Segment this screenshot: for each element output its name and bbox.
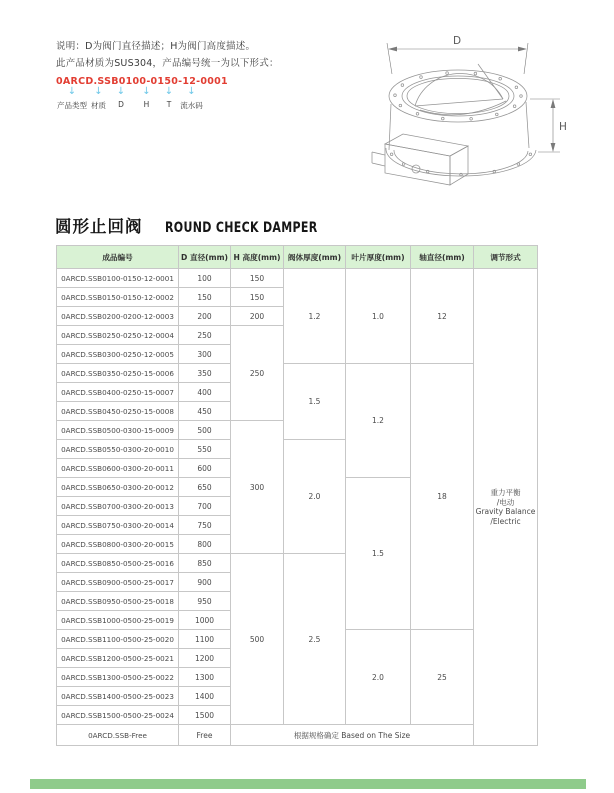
d-value-cell: 300 [179,345,231,364]
product-code-cell: 0ARCD.SSB0150-0150-12-0002 [57,288,179,307]
product-code-cell: 0ARCD.SSB-Free [57,725,179,746]
code-part-label-d: D [118,100,124,109]
product-code-cell: 0ARCD.SSB0350-0250-15-0006 [57,364,179,383]
d-value-cell: 1100 [179,630,231,649]
product-code-cell: 0ARCD.SSB1200-0500-25-0021 [57,649,179,668]
d-value-cell: 1000 [179,611,231,630]
header-cell-3: 阀体厚度(mm) [284,246,346,269]
table-row [57,364,538,383]
product-code-cell: 0ARCD.SSB0200-0200-12-0003 [57,307,179,326]
d-value-cell: 350 [179,364,231,383]
d-value-cell: 250 [179,326,231,345]
shaft-diameter-cell: 25 [411,630,474,725]
arrow-down-icon: ↓ [164,86,174,97]
product-code-cell: 0ARCD.SSB1400-0500-25-0023 [57,687,179,706]
product-code-cell: 0ARCD.SSB0450-0250-15-0008 [57,402,179,421]
body-thickness-cell: 1.5 [284,364,346,440]
blade-thickness-cell: 1.5 [346,478,411,630]
product-code-cell: 0ARCD.SSB0400-0250-15-0007 [57,383,179,402]
product-code-cell: 0ARCD.SSB0300-0250-12-0005 [57,345,179,364]
damper-technical-drawing [360,22,600,212]
d-value-cell: 450 [179,402,231,421]
body-side-left [389,104,391,150]
product-code-cell: 0ARCD.SSB0600-0300-20-0011 [57,459,179,478]
intro-line-1: 说明：D为阀门直径描述；H为阀门高度描述。 [56,41,256,52]
d-value-cell: 1200 [179,649,231,668]
d-value-cell: 150 [179,288,231,307]
d-value-cell: Free [179,725,231,746]
product-code-cell: 0ARCD.SSB1500-0500-25-0024 [57,706,179,725]
product-code-cell: 0ARCD.SSB0700-0300-20-0013 [57,497,179,516]
product-code-cell: 0ARCD.SSB0550-0300-20-0010 [57,440,179,459]
example-product-code: 0ARCD.SSB0100-0150-12-0001 [56,76,228,87]
code-part-label-product-type: 产品类型 [57,101,87,110]
section-title [55,213,365,237]
dimension-d-label: D [452,35,462,47]
blade-thickness-cell: 1.0 [346,269,411,364]
arrow-down-icon: ↓ [142,86,151,97]
d-value-cell: 500 [179,421,231,440]
body-thickness-cell: 2.5 [284,554,346,725]
d-value-cell: 550 [179,440,231,459]
d-value-cell: 1500 [179,706,231,725]
d-value-cell: 650 [179,478,231,497]
product-code-cell: 0ARCD.SSB0950-0500-25-0018 [57,592,179,611]
product-code-cell: 0ARCD.SSB0500-0300-15-0009 [57,421,179,440]
h-value-cell: 150 [231,288,284,307]
d-value-cell: 900 [179,573,231,592]
product-code-cell: 0ARCD.SSB0850-0500-25-0016 [57,554,179,573]
blade-thickness-cell: 1.2 [346,364,411,478]
h-value-cell: 500 [231,554,284,725]
code-part-label-h: H [143,100,150,109]
body-thickness-cell: 2.0 [284,440,346,554]
arrow-down-icon: ↓ [116,86,126,97]
table-row-free [57,725,538,746]
product-code-cell: 0ARCD.SSB0900-0500-25-0017 [57,573,179,592]
blade-thickness-cell: 2.0 [346,630,411,725]
table-row [57,269,538,288]
d-value-cell: 600 [179,459,231,478]
product-code-cell: 0ARCD.SSB0800-0300-20-0015 [57,535,179,554]
actuator-box-side [450,146,468,185]
product-code-cell: 0ARCD.SSB1300-0500-25-0022 [57,668,179,687]
header-cell-6: 调节形式 [474,246,538,269]
adjust-type-cell: 重力平衡 /电动 Gravity Balance /Electric [474,269,538,746]
bottom-flange-outer [386,148,536,176]
product-code-cell: 0ARCD.SSB0650-0300-20-0012 [57,478,179,497]
d-value-cell: 850 [179,554,231,573]
header-cell-0: 成品编号 [57,246,179,269]
actuator-box-front [385,144,450,185]
intro-line-2: 此产品材质为SUS304，产品编号统一为以下形式： [56,58,279,69]
product-code-cell: 0ARCD.SSB0750-0300-20-0014 [57,516,179,535]
product-code-cell: 0ARCD.SSB1000-0500-25-0019 [57,611,179,630]
d-value-cell: 1400 [179,687,231,706]
d-value-cell: 1300 [179,668,231,687]
bolt-holes-top [394,72,523,120]
code-part-label-t: T [166,100,172,109]
d-value-cell: 750 [179,516,231,535]
h-value-cell: 300 [231,421,284,554]
product-code-cell: 0ARCD.SSB0250-0250-12-0004 [57,326,179,345]
d-value-cell: 400 [179,383,231,402]
product-code-cell: 0ARCD.SSB0100-0150-12-0001 [57,269,179,288]
page-title-zh: 圆形止回阀 [55,217,143,236]
d-value-cell: 100 [179,269,231,288]
dimension-h-label: H [559,121,567,133]
arrow-down-icon: ↓ [67,86,77,97]
page-title-en: ROUND CHECK DAMPER [164,220,318,236]
header-cell-1: D 直径(mm) [179,246,231,269]
arrow-down-icon: ↓ [94,86,103,97]
arrow-down-icon: ↓ [187,86,196,97]
h-value-cell: 150 [231,269,284,288]
d-value-cell: 800 [179,535,231,554]
header-cell-5: 轴直径(mm) [411,246,474,269]
product-code-cell: 0ARCD.SSB1100-0500-25-0020 [57,630,179,649]
footer-accent-bar [30,779,586,789]
body-thickness-cell: 1.2 [284,269,346,364]
h-value-cell: 250 [231,326,284,421]
code-part-label-material: 材质 [91,101,106,110]
d-value-cell: 700 [179,497,231,516]
shaft-diameter-cell: 18 [411,364,474,630]
h-value-cell: 200 [231,307,284,326]
shaft-diameter-cell: 12 [411,269,474,364]
d-value-cell: 950 [179,592,231,611]
code-part-label-serial: 流水码 [180,101,203,110]
spec-table [56,245,538,746]
d-value-cell: 200 [179,307,231,326]
bolt-holes-bottom [390,153,531,176]
header-cell-2: H 高度(mm) [231,246,284,269]
table-header-row [57,246,538,269]
header-cell-4: 叶片厚度(mm) [346,246,411,269]
free-note-cell: 根据规格确定 Based on The Size [231,725,474,746]
actuator-stub [372,152,385,166]
top-flange-outer [389,70,527,122]
